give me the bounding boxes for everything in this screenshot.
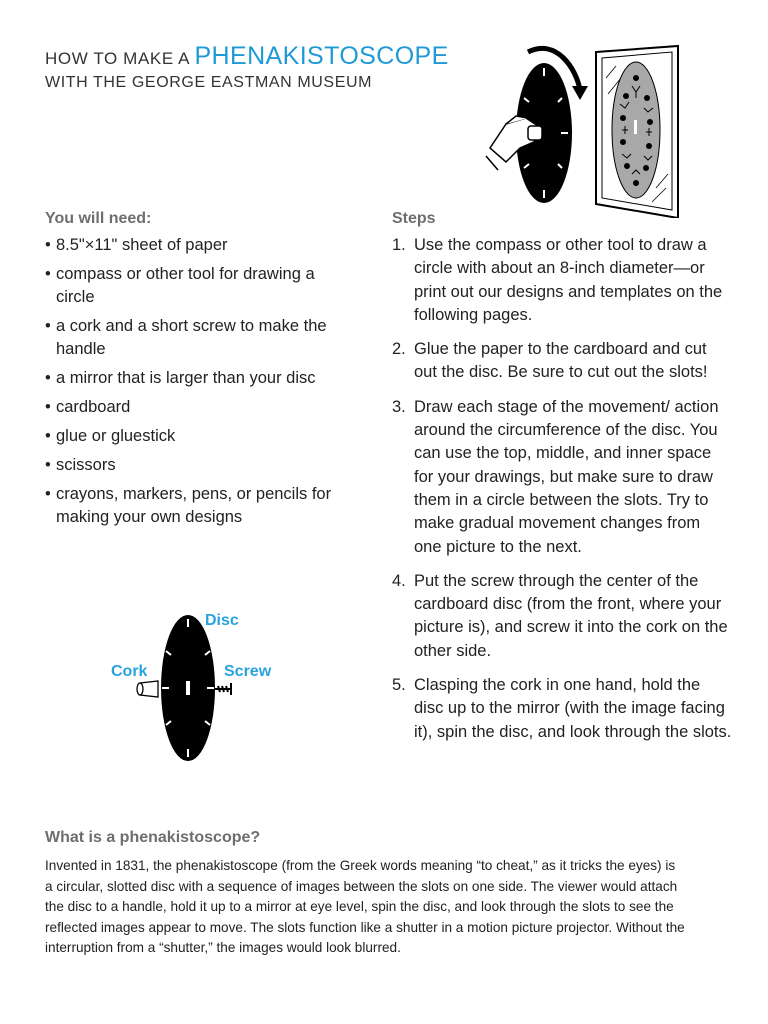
bullet: • (45, 369, 51, 387)
step-item (392, 338, 732, 385)
list-item: • cardboard (45, 396, 345, 419)
step-number: 5. (392, 676, 406, 695)
steps-list (392, 234, 732, 744)
step-text: Use the compass or other tool to draw a circle with about an 8-inch diameter—or print out our designs and templates on the following pages. (414, 236, 723, 324)
step-number: 2. (392, 340, 406, 359)
phenakistoscope-term: phenakistoscope (175, 858, 278, 873)
bullet: • (45, 485, 51, 503)
what-is-paragraph: Invented in 1831, the phenakistoscope (from the Greek words meaning “to cheat,” as it tricks the eyes) is a circular, slotted disc with a sequence of images between the slots on one side. The viewer would attach the disc to a handle, hold it up to a mirror at eye level, spin the disc, and look through the slots to see the reflected images appear to move. The slots function like a shutter in a motion picture projector. Without the interruption from a “shutter,” the images would look blurred. (45, 858, 685, 956)
materials-section (45, 210, 345, 535)
bullet: • (45, 456, 51, 474)
list-item: • compass or other tool for drawing a circle (45, 265, 315, 306)
step-number: 1. (392, 236, 406, 254)
list-item: • 8.5"×11" sheet of paper (45, 234, 345, 257)
step-text: Put the screw through the center of the cardboard disc (from the front, where your picture is), and screw it into the cork on the other side. (414, 571, 728, 660)
step-number: 3. (392, 397, 406, 416)
bullet: • (45, 265, 51, 283)
bullet: • (45, 317, 51, 335)
bullet: • (45, 427, 51, 445)
title-prefix: HOW TO MAKE A (45, 49, 190, 68)
list-item: • crayons, markers, pens, or pencils for making your own designs (45, 485, 332, 526)
screw-label: Screw (224, 663, 272, 680)
title-accent: PHENAKISTOSCOPE (194, 42, 449, 70)
cork-icon (137, 681, 158, 697)
disc-label: Disc (205, 612, 239, 629)
step-number: 4. (392, 571, 406, 590)
rotation-arrowhead-icon (572, 86, 588, 100)
disc-diagram (100, 605, 300, 775)
title-line-1 (45, 42, 449, 71)
steps-heading: Steps (392, 210, 436, 227)
step-text: Clasping the cork in one hand, hold the disc up to the mirror (with the image facing it), spin the disc, and look through the slots. (414, 676, 732, 741)
step-item (392, 570, 732, 663)
step-item (392, 396, 732, 559)
screw-icon (214, 683, 232, 695)
step-item (392, 674, 732, 744)
materials-heading: You will need: (45, 210, 152, 227)
steps-section (392, 210, 732, 755)
cork-label: Cork (111, 663, 148, 680)
list-item: • glue or gluestick (45, 425, 345, 448)
step-item (392, 234, 732, 327)
disc-diagram-drawing (100, 605, 300, 775)
materials-list (45, 234, 345, 529)
step-text: Draw each stage of the movement/ action around the circumference of the disc. You can use the top, middle, and inner space for your drawings, but make sure to draw them in a circle between the slots. Try to make gradual movement changes from one picture to the next. (414, 397, 719, 556)
bullet: • (45, 398, 51, 416)
phenakistoscope-mirror-illustration (476, 38, 696, 218)
title-line-2: WITH THE GEORGE EASTMAN MUSEUM (45, 74, 373, 91)
what-is-heading: What is a phenakistoscope? (45, 829, 261, 846)
bullet: • (45, 236, 51, 254)
step-text: Glue the paper to the cardboard and cut out the disc. Be sure to cut out the slots! (414, 340, 708, 382)
list-item: • a cork and a short screw to make the handle (45, 317, 327, 358)
list-item: • scissors (45, 454, 345, 477)
list-item: • a mirror that is larger than your disc (45, 367, 345, 390)
